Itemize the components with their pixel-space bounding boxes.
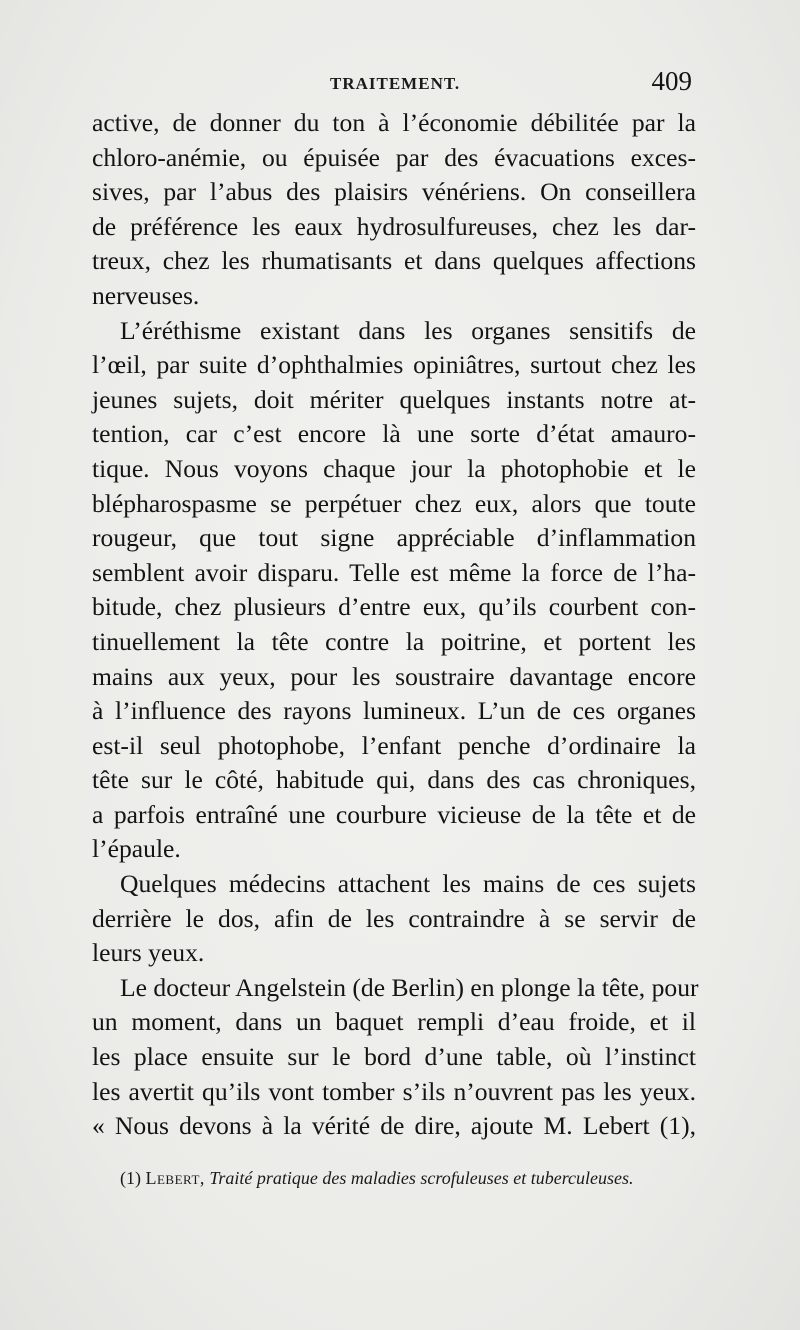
text-line: Le docteur Angelstein (de Berlin) en plonge la tête, pour	[120, 972, 699, 1002]
page-header	[92, 66, 692, 106]
footnote-title: Traité pratique des maladies scrofuleuses et tuberculeuses.	[209, 1168, 634, 1188]
text-line: bitude, chez plusieurs d’entre eux, qu’ils courbent con-	[92, 592, 696, 622]
text-line: « Nous devons à la vérité de dire, ajoute M. Lebert (1),	[92, 1111, 696, 1141]
text-line: tinuellement la tête contre la poitrine, et portent les	[92, 626, 696, 656]
text-line: Quelques médecins attachent les mains de ces sujets	[120, 869, 696, 899]
text-line: nerveuses.	[92, 280, 200, 310]
body-text	[92, 106, 699, 1144]
text-line: est-il seul photophobe, l’enfant penche d’ordinaire la	[92, 730, 696, 760]
text-line: de préférence les eaux hydrosulfureuses, chez les dar-	[92, 211, 696, 241]
text-line: derrière le dos, afin de les contraindre à se servir de	[92, 903, 696, 933]
text-line: l’œil, par suite d’ophthalmies opiniâtres, surtout chez les	[92, 350, 696, 380]
text-line: leurs yeux.	[92, 938, 205, 968]
text-line: L’éréthisme existant dans les organes sensitifs de	[120, 315, 696, 345]
text-line: mains aux yeux, pour les soustraire davantage encore	[92, 661, 696, 691]
text-line: tention, car c’est encore là une sorte d’état amauro-	[92, 419, 696, 449]
text-line: tique. Nous voyons chaque jour la photophobie et le	[92, 453, 696, 483]
paragraph	[92, 867, 696, 971]
text-line: sives, par l’abus des plaisirs vénériens. On conseillera	[92, 177, 696, 207]
text-line: jeunes sujets, doit mériter quelques instants notre at-	[92, 384, 696, 414]
text-line: active, de donner du ton à l’économie débilitée par la	[92, 108, 696, 137]
text-line: à l’influence des rayons lumineux. L’un de ces organes	[92, 696, 696, 726]
footnote-marker: (1)	[120, 1168, 141, 1188]
running-head: TRAITEMENT.	[330, 74, 461, 93]
text-line: a parfois entraîné une courbure vicieuse de la tête et de	[92, 799, 696, 829]
footnote	[120, 1166, 706, 1190]
text-line: rougeur, que tout signe appréciable d’inflammation	[92, 523, 696, 553]
text-line: les avertit qu’ils vont tomber s’ils n’ouvrent pas les yeux.	[92, 1076, 696, 1106]
paragraph	[92, 971, 699, 1144]
text-line: chloro-anémie, ou épuisée par des évacuations exces-	[92, 142, 696, 172]
text-line: un moment, dans un baquet rempli d’eau froide, et il	[92, 1007, 696, 1037]
text-line: l’épaule.	[92, 834, 181, 864]
text-line: blépharospasme se perpétuer chez eux, alors que toute	[92, 488, 696, 518]
text-line: treux, chez les rhumatisants et dans quelques affections	[92, 246, 696, 276]
paragraph	[92, 106, 696, 314]
paragraph	[92, 314, 696, 868]
text-line: semblent avoir disparu. Telle est même la force de l’ha-	[92, 557, 696, 587]
page-number: 409	[651, 66, 692, 96]
text-line: tête sur le côté, habitude qui, dans des cas chroniques,	[92, 765, 696, 795]
footnote-author: Lebert,	[145, 1168, 205, 1188]
text-line: les place ensuite sur le bord d’une table, où l’instinct	[92, 1042, 696, 1072]
